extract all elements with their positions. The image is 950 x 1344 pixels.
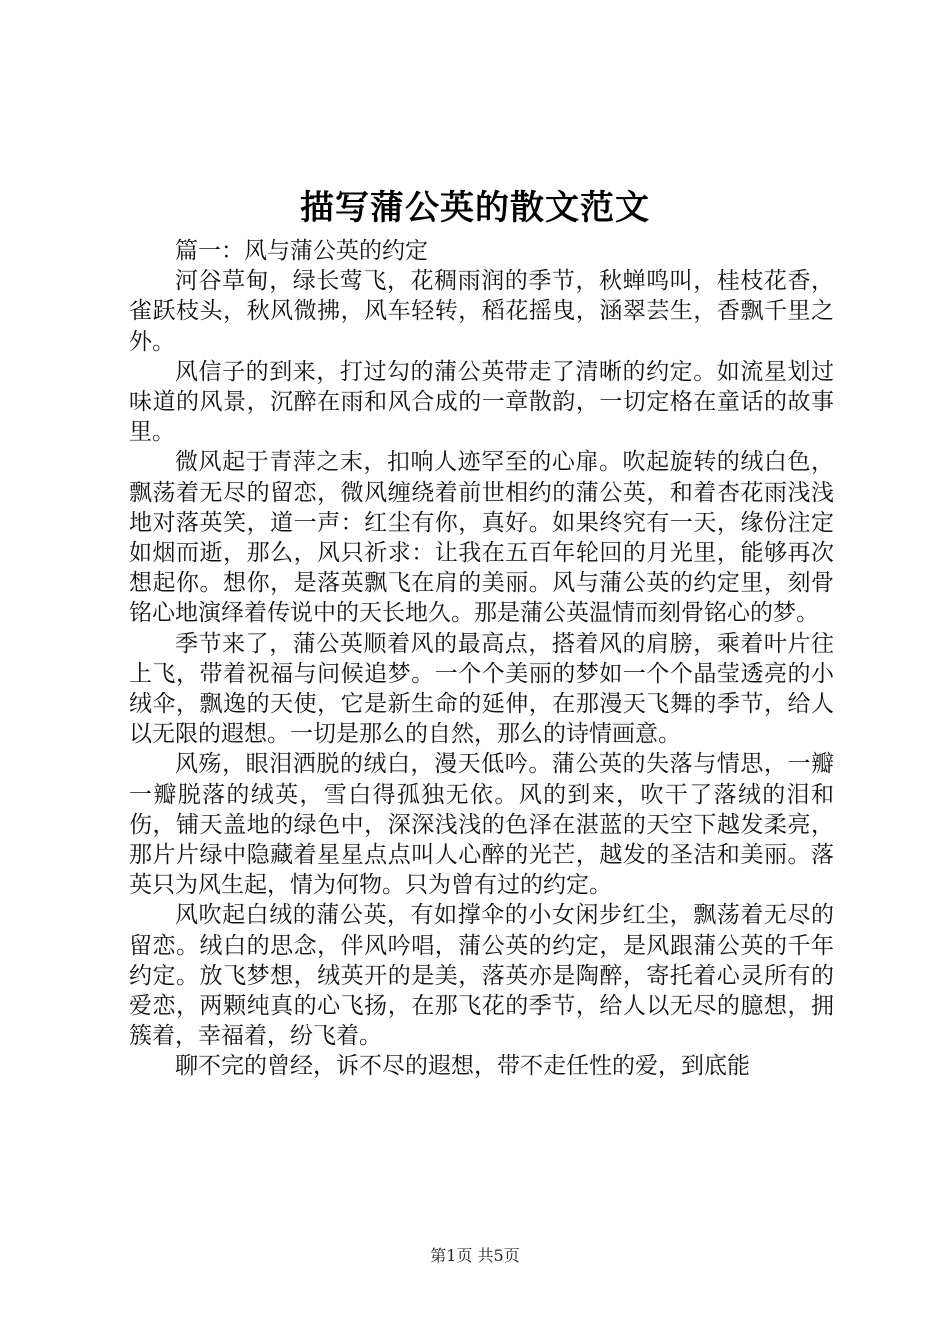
article-body	[129, 236, 834, 1082]
paragraph: 风殇，眼泪洒脱的绒白，漫天低吟。蒲公英的失落与情思，一瓣一瓣脱落的绒英，雪白得孤独无依。风的到来，吹干了落绒的泪和伤，铺天盖地的绿色中，深深浅浅的色泽在湛蓝的天空下越发柔亮，那片片绿中隐藏着星星点点叫人心醉的光芒，越发的圣洁和美丽。落英只为风生起，情为何物。只为曾有过的约定。	[129, 751, 834, 899]
paragraph: 季节来了，蒲公英顺着风的最高点，搭着风的肩膀，乘着叶片往上飞，带着祝福与问候追梦。一个个美丽的梦如一个个晶莹透亮的小绒伞，飘逸的天使，它是新生命的延伸，在那漫天飞舞的季节，给人以无限的遐想。一切是那么的自然，那么的诗情画意。	[129, 630, 834, 748]
paragraph: 风信子的到来，打过勾的蒲公英带走了清晰的约定。如流星划过味道的风景，沉醉在雨和风合成的一章散韵，一切定格在童话的故事里。	[129, 358, 834, 446]
paragraph: 河谷草甸，绿长莺飞，花稠雨润的季节，秋蝉鸣叫，桂枝花香，雀跃枝头，秋风微拂，风车轻转，稻花摇曳，涵翠芸生，香飘千里之外。	[129, 268, 834, 355]
page-number-footer: 第1页 共5页	[430, 1246, 520, 1265]
section-heading: 篇一：风与蒲公英的约定	[175, 238, 428, 264]
page-title: 描写蒲公英的散文范文	[300, 188, 650, 228]
paragraph: 聊不完的曾经，诉不尽的遐想，带不走任性的爱，到底能	[175, 1053, 750, 1080]
paragraph: 微风起于青萍之末，扣响人迹罕至的心扉。吹起旋转的绒白色，飘荡着无尽的留恋，微风缠绕着前世相约的蒲公英，和着杏花雨浅浅地对落英笑，道一声：红尘有你，真好。如果终究有一天，缘份注定如烟而逝，那么，风只祈求：让我在五百年轮回的月光里，能够再次想起你。想你，是落英飘飞在肩的美丽。风与蒲公英的约定里，刻骨铭心地演绎着传说中的天长地久。那是蒲公英温情而刻骨铭心的梦。	[129, 449, 834, 627]
paragraph: 风吹起白绒的蒲公英，有如撑伞的小女闲步红尘，飘荡着无尽的留恋。绒白的思念，伴风吟唱，蒲公英的约定，是风跟蒲公英的千年约定。放飞梦想，绒英开的是美，落英亦是陶醉，寄托着心灵所有的爱恋，两颗纯真的心飞扬，在那飞花的季节，给人以无尽的臆想，拥簇着，幸福着，纷飞着。	[129, 902, 834, 1050]
